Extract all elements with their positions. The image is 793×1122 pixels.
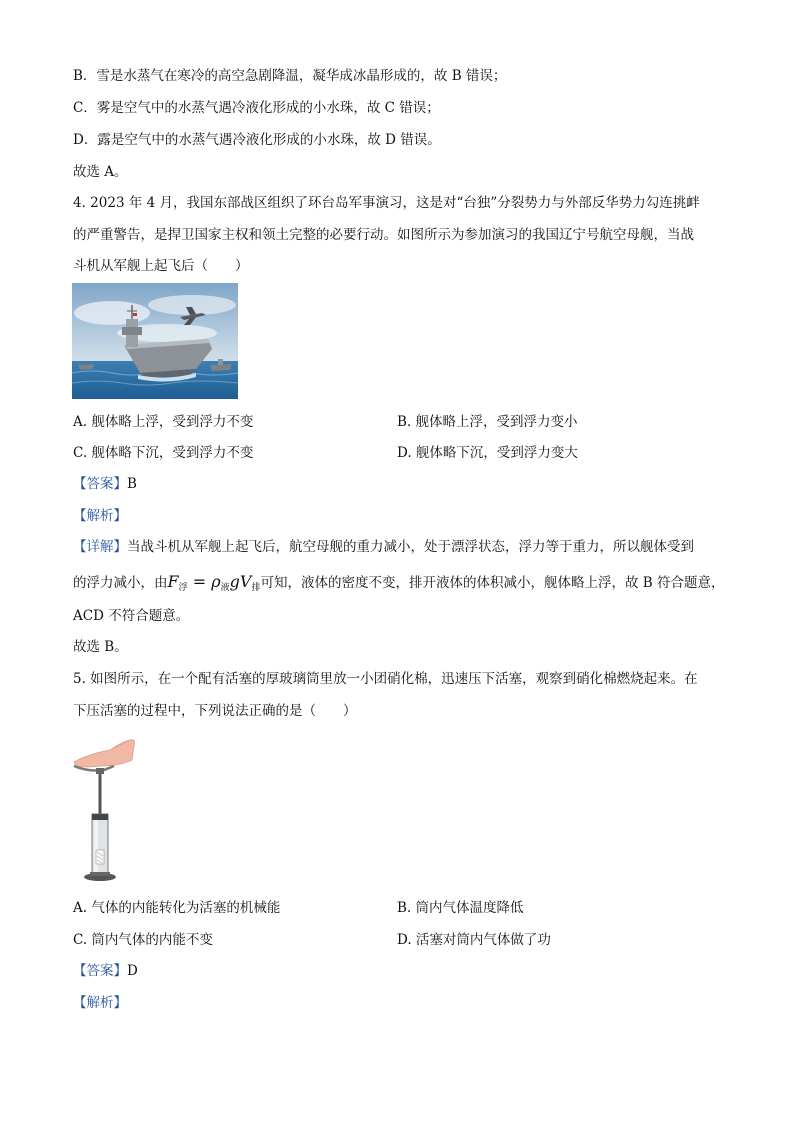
q3-choice: 故选 A。	[73, 164, 128, 180]
q4-option-b: B. 舰体略上浮，受到浮力变小	[397, 414, 578, 430]
q4-detail-line2: 的浮力减小，由$F_浮 = \rho_液gV_排$可知，液体的密度不变，排开液体的体积减小，舰体略上浮，故 B 符合题意，	[73, 572, 725, 593]
q4-option-d: D. 舰体略下沉，受到浮力变大	[397, 445, 578, 461]
q4-answer	[73, 474, 137, 494]
q4-answer-tag: 【答案】	[73, 476, 127, 492]
q3-option-b-analysis: B．雪是水蒸气在寒冷的高空急剧降温，凝华成冰晶形成的，故 B 错误；	[73, 68, 507, 84]
q3-option-d-analysis: D．露是空气中的水蒸气遇冷液化形成的小水珠，故 D 错误。	[73, 132, 441, 148]
q4-choice: 故选 B。	[73, 639, 128, 655]
q4-stem-line3: 斗机从军舰上起飞后（ ）	[73, 258, 249, 274]
q5-stem-line1: 5. 如图所示，在一个配有活塞的厚玻璃筒里放一小团硝化棉，迅速压下活塞，观察到硝化棉燃烧起来。在	[73, 671, 698, 687]
q5-answer-value: D	[127, 963, 138, 979]
q5-answer-tag: 【答案】	[73, 963, 127, 979]
q5-option-d: D. 活塞对筒内气体做了功	[397, 932, 551, 948]
q5-answer	[73, 961, 138, 981]
q4-analysis-tag: 【解析】	[73, 508, 127, 524]
q5-option-b: B. 筒内气体温度降低	[397, 900, 524, 916]
q4-detail-line3: ACD 不符合题意。	[73, 608, 190, 624]
q5-option-c: C. 筒内气体的内能不变	[73, 932, 213, 948]
q4-detail-line1: 【详解】当战斗机从军舰上起飞后，航空母舰的重力减小，处于漂浮状态，浮力等于重力，所以舰体受到	[73, 539, 694, 555]
q5-stem-line2: 下压活塞的过程中，下列说法正确的是（ ）	[73, 703, 357, 719]
q3-option-c-analysis: C．雾是空气中的水蒸气遇冷液化形成的小水珠，故 C 错误；	[73, 100, 440, 116]
buoyancy-formula: $F_浮 = \rho_液gV_排$	[167, 572, 261, 593]
q5-option-a: A. 气体的内能转化为活塞的机械能	[73, 900, 281, 916]
aircraft-carrier-photo	[72, 283, 238, 399]
q4-stem-line2: 的严重警告，是捍卫国家主权和领土完整的必要行动。如图所示为参加演习的我国辽宁号航空母舰，当战	[73, 227, 694, 243]
q4-detail-tag: 【详解】	[73, 539, 127, 555]
q5-analysis-tag: 【解析】	[73, 995, 127, 1011]
q4-stem-line1: 4. 2023 年 4 月，我国东部战区组织了环台岛军事演习，这是对“台独”分裂势力与外部反华势力勾连挑衅	[73, 195, 700, 211]
q4-answer-value: B	[127, 476, 137, 492]
q4-option-a: A. 舰体略上浮，受到浮力不变	[73, 414, 254, 430]
glass-cylinder-piston-figure	[70, 732, 140, 884]
q4-option-c: C. 舰体略下沉，受到浮力不变	[73, 445, 254, 461]
